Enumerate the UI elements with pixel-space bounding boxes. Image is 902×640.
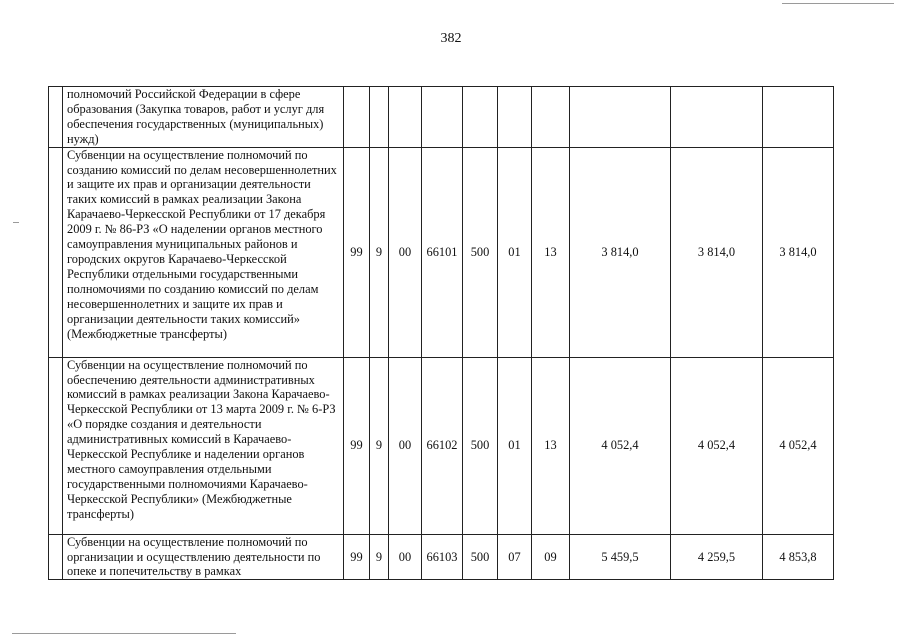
- code-cell: 500: [463, 357, 498, 534]
- table-row: [49, 87, 834, 148]
- description-cell: Субвенции на осуществление полномочий по организации и осуществлению деятельности по опеке и попечительству в рамках: [63, 534, 344, 580]
- blank-cell: [49, 87, 63, 148]
- scan-margin-mark: [13, 222, 19, 223]
- code-cell: 9: [370, 147, 389, 357]
- description-cell: Субвенции на осуществление полномочий по обеспечению деятельности административных комиссий в рамках реализации Закона Карачаево-Черкесской Республики от 13 марта 2009 г. № 6-РЗ «О порядке создания и деятельности административных комиссий в Карачаево-Черкесской Республике и наделении органов местного самоуправления отдельными государственными полномочиями Карачаево-Черкесской Республики» (Межбюджетные трансферты): [63, 357, 344, 534]
- code-cell: 13: [532, 147, 570, 357]
- amount-cell: 3 814,0: [763, 147, 834, 357]
- code-cell: 500: [463, 147, 498, 357]
- page-number: 382: [440, 31, 462, 46]
- code-cell: 9: [370, 534, 389, 580]
- code-cell: [463, 87, 498, 148]
- blank-cell: [49, 534, 63, 580]
- code-cell: 66101: [422, 147, 463, 357]
- code-cell: [422, 87, 463, 148]
- table-row: [49, 147, 834, 357]
- scan-edge-rule: [782, 3, 894, 4]
- budget-table: [48, 86, 834, 580]
- code-cell: 99: [344, 534, 370, 580]
- code-cell: 66102: [422, 357, 463, 534]
- code-cell: 99: [344, 357, 370, 534]
- amount-cell: 4 052,4: [763, 357, 834, 534]
- code-cell: 66103: [422, 534, 463, 580]
- code-cell: 500: [463, 534, 498, 580]
- amount-cell: 4 853,8: [763, 534, 834, 580]
- blank-cell: [49, 147, 63, 357]
- code-cell: 00: [389, 534, 422, 580]
- code-cell: 9: [370, 357, 389, 534]
- amount-cell: 4 259,5: [671, 534, 763, 580]
- description-cell: Субвенции на осуществление полномочий по созданию комиссий по делам несовершеннолетних и защите их прав и организации деятельности таких комиссий в рамках реализации Закона Карачаево-Черкесской Республики от 17 декабря 2009 г. № 86-РЗ «О наделении органов местного самоуправления муниципальных районов и городских округов Карачаево-Черкесской Республики отдельными государственными полномочиями по созданию комиссий по делам несовершеннолетних и защите их прав и организации деятельности таких комиссий» (Межбюджетные трансферты): [63, 147, 344, 357]
- amount-cell: 3 814,0: [671, 147, 763, 357]
- table-row: [49, 534, 834, 580]
- code-cell: [498, 87, 532, 148]
- amount-cell: 3 814,0: [570, 147, 671, 357]
- code-cell: [370, 87, 389, 148]
- code-cell: 09: [532, 534, 570, 580]
- code-cell: [344, 87, 370, 148]
- code-cell: [532, 87, 570, 148]
- description-cell: полномочий Российской Федерации в сфере образования (Закупка товаров, работ и услуг для обеспечения государственных (муниципальных) нужд): [63, 87, 344, 148]
- amount-cell: [763, 87, 834, 148]
- code-cell: 07: [498, 534, 532, 580]
- amount-cell: [671, 87, 763, 148]
- amount-cell: [570, 87, 671, 148]
- code-cell: [389, 87, 422, 148]
- scan-edge-rule: [12, 633, 236, 634]
- code-cell: 01: [498, 357, 532, 534]
- amount-cell: 4 052,4: [570, 357, 671, 534]
- blank-cell: [49, 357, 63, 534]
- amount-cell: 5 459,5: [570, 534, 671, 580]
- table-row: [49, 357, 834, 534]
- amount-cell: 4 052,4: [671, 357, 763, 534]
- code-cell: 00: [389, 147, 422, 357]
- code-cell: 99: [344, 147, 370, 357]
- code-cell: 00: [389, 357, 422, 534]
- code-cell: 01: [498, 147, 532, 357]
- code-cell: 13: [532, 357, 570, 534]
